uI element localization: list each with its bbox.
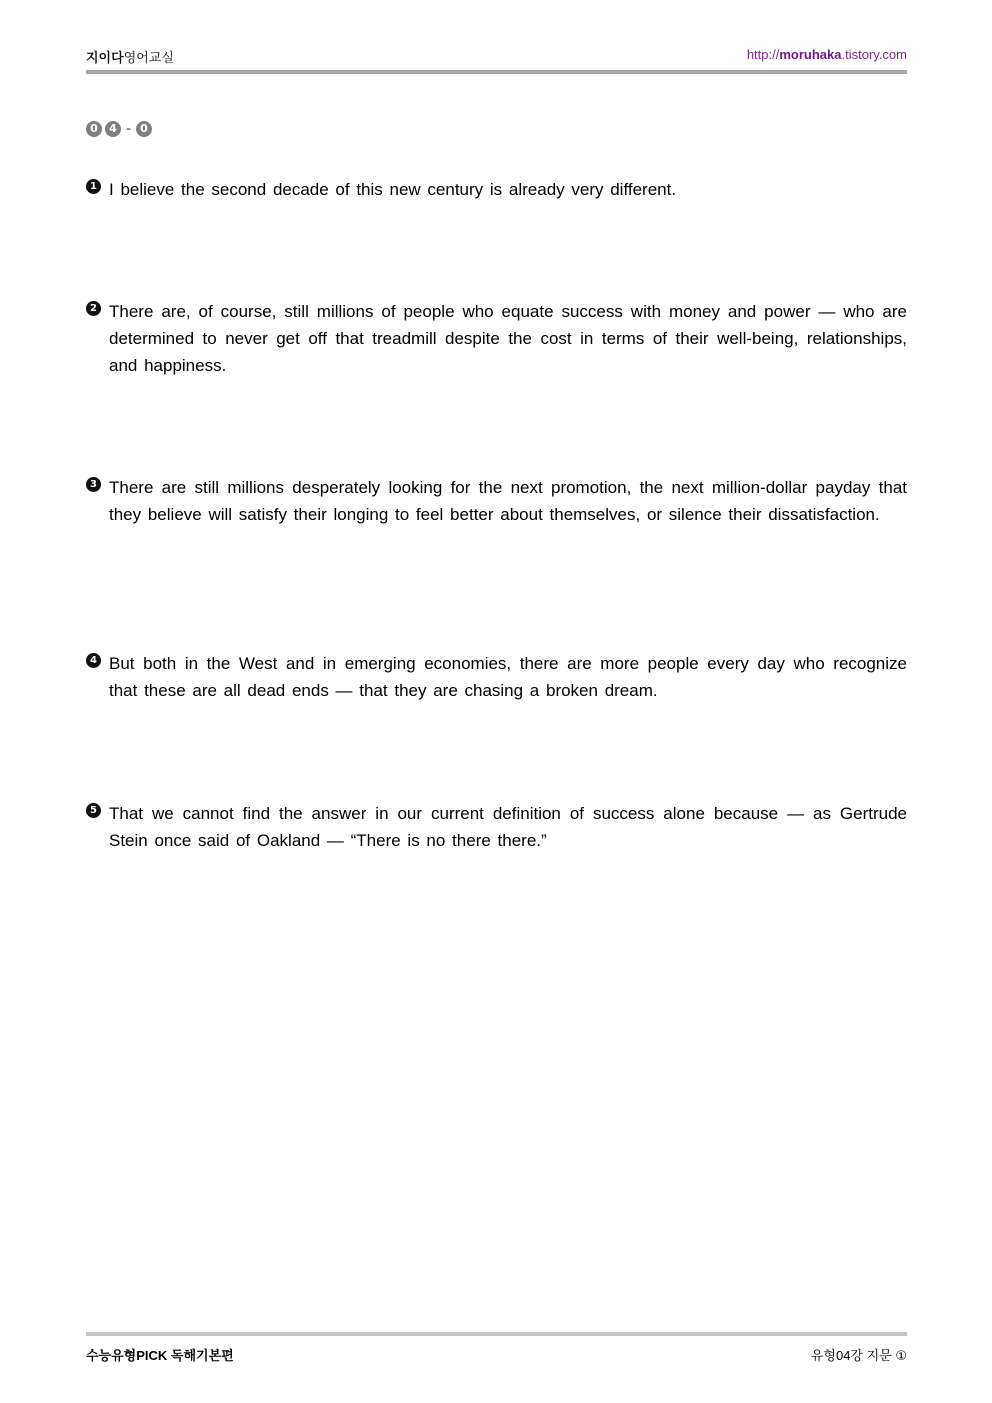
book-title: 수능유형PICK 독해기본편 <box>86 1348 234 1363</box>
page-header <box>86 44 907 68</box>
sentence-number-2: 2 <box>86 301 101 316</box>
section-separator: - <box>126 120 131 137</box>
sentence-4 <box>86 650 907 704</box>
section-digit-2: 4 <box>105 121 121 137</box>
sentence-number-1: 1 <box>86 179 101 194</box>
section-digit-3: 0 <box>136 121 152 137</box>
header-divider <box>86 70 907 74</box>
sentence-number-4: 4 <box>86 653 101 668</box>
sentence-1 <box>86 176 907 203</box>
footer-divider <box>86 1332 907 1336</box>
section-digit-1: 0 <box>86 121 102 137</box>
brand-name <box>86 47 174 66</box>
blog-url-link[interactable] <box>747 47 907 62</box>
sentence-number-5: 5 <box>86 803 101 818</box>
sentence-text-2: There are, of course, still millions of people who equate success with money and power — who are determined to never get off that treadmill despite the cost in terms of their well-being, relationships, and happiness. <box>109 302 907 375</box>
sentence-5 <box>86 800 907 854</box>
url-suffix: .tistory.com <box>841 47 907 62</box>
section-id <box>86 120 152 137</box>
sentence-text-3: There are still millions desperately looking for the next promotion, the next million-dollar payday that they believe will satisfy their longing to feel better about themselves, or silence their dissatisfaction. <box>109 478 907 524</box>
sentence-2 <box>86 298 907 379</box>
sentence-number-3: 3 <box>86 477 101 492</box>
sentence-3 <box>86 474 907 528</box>
url-prefix: http:// <box>746 47 780 62</box>
url-bold: moruhaka <box>779 47 842 62</box>
lesson-label: 유형04강 지문 ① <box>810 1348 907 1363</box>
sentence-text-4: But both in the West and in emerging economies, there are more people every day who recognize that these are all dead ends — that they are chasing a broken dream. <box>109 654 907 700</box>
sentence-text-5: That we cannot find the answer in our current definition of success alone because — as Gertrude Stein once said of Oakland — “There is no there there.” <box>109 804 907 850</box>
brand-name-rest: 영어교실 <box>123 50 174 65</box>
sentence-text-1: I believe the second decade of this new century is already very different. <box>109 180 677 199</box>
brand-name-bold: 지이다 <box>86 50 124 65</box>
